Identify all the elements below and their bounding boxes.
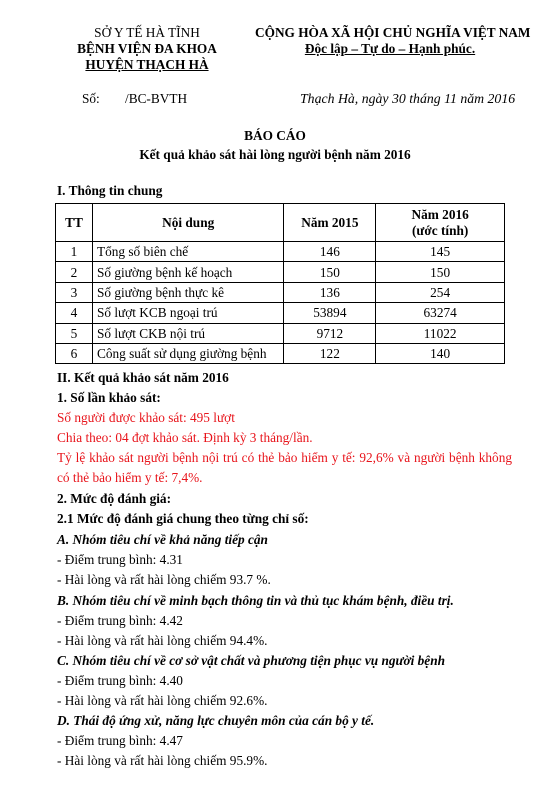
cell-2016: 254	[376, 282, 505, 302]
cell-2015: 136	[284, 282, 376, 302]
cell-tt: 3	[56, 282, 93, 302]
header-content: Nội dung	[92, 204, 284, 242]
general-info-table	[55, 203, 505, 364]
cell-content: Số giường bệnh kế hoạch	[92, 262, 284, 282]
section1-heading: I. Thông tin chung	[57, 183, 163, 198]
group-a-heading: A. Nhóm tiêu chí về khả năng tiếp cận	[57, 532, 268, 547]
table-row	[56, 323, 505, 343]
cell-2016: 140	[376, 343, 505, 363]
cell-content: Số lượt CKB nội trú	[92, 323, 284, 343]
cell-2016: 11022	[376, 323, 505, 343]
header-2016-line2: (ước tính)	[411, 222, 469, 238]
header-tt: TT	[56, 204, 93, 242]
doc-number-code: /BC-BVTH	[125, 91, 188, 106]
group-b-rate: - Hài lòng và rất hài lòng chiếm 94.4%.	[57, 633, 268, 648]
cell-tt: 6	[56, 343, 93, 363]
evaluation-heading: 2. Mức độ đánh giá:	[57, 491, 171, 506]
table-row	[56, 242, 505, 262]
cell-content: Công suất sử dụng giường bệnh	[92, 343, 284, 363]
doc-number-label: Số:	[82, 91, 100, 106]
table-header-row	[56, 204, 505, 242]
group-b-score: - Điểm trung bình: 4.42	[57, 613, 183, 628]
group-b-heading: B. Nhóm tiêu chí về minh bạch thông tin và thủ tục khám bệnh, điều trị.	[57, 593, 454, 608]
table-row	[56, 303, 505, 323]
national-title: CỘNG HÒA XÃ HỘI CHỦ NGHĨA VIỆT NAM	[255, 25, 531, 40]
cell-tt: 5	[56, 323, 93, 343]
cell-2015: 122	[284, 343, 376, 363]
cell-tt: 2	[56, 262, 93, 282]
ministry-name: SỞ Y TẾ HÀ TĨNH	[94, 25, 200, 40]
cell-2016: 150	[376, 262, 505, 282]
header-2015: Năm 2015	[284, 204, 376, 242]
group-a-score: - Điểm trung bình: 4.31	[57, 552, 183, 567]
section2-heading: II. Kết quả khảo sát năm 2016	[57, 370, 229, 385]
cell-tt: 4	[56, 303, 93, 323]
group-d-heading: D. Thái độ ứng xử, năng lực chuyên môn của cán bộ y tế.	[57, 713, 375, 728]
cell-content: Tổng số biên chế	[92, 242, 284, 262]
group-c-rate: - Hài lòng và rất hài lòng chiếm 92.6%.	[57, 693, 268, 708]
group-a-rate: - Hài lòng và rất hài lòng chiếm 93.7 %.	[57, 572, 271, 587]
hospital-name-line2: HUYỆN THẠCH HÀ	[85, 57, 209, 72]
table-row	[56, 262, 505, 282]
cell-2015: 9712	[284, 323, 376, 343]
cell-2015: 146	[284, 242, 376, 262]
report-subtitle: Kết quả khảo sát hài lòng người bệnh năm 2016	[139, 147, 411, 162]
cell-2015: 53894	[284, 303, 376, 323]
survey-rounds: Chia theo: 04 đợt khảo sát. Định kỳ 3 tháng/lần.	[57, 430, 313, 445]
survey-people-count: Số người được khảo sát: 495 lượt	[57, 410, 235, 425]
table-row	[56, 282, 505, 302]
table-row	[56, 343, 505, 363]
national-header	[255, 25, 531, 57]
cell-2016: 63274	[376, 303, 505, 323]
header-2016	[376, 204, 505, 242]
hospital-name-line1: BỆNH VIỆN ĐA KHOA	[77, 41, 217, 56]
evaluation-sub-heading: 2.1 Mức độ đánh giá chung theo từng chỉ số:	[57, 511, 309, 526]
cell-content: Số lượt KCB ngoại trú	[92, 303, 284, 323]
group-d-rate: - Hài lòng và rất hài lòng chiếm 95.9%.	[57, 753, 268, 768]
cell-2016: 145	[376, 242, 505, 262]
agency-header	[52, 25, 242, 73]
group-c-score: - Điểm trung bình: 4.40	[57, 673, 183, 688]
insurance-ratio: Tỷ lệ khảo sát người bệnh nội trú có thẻ bảo hiểm y tế: 92,6% và người bệnh không có thẻ bảo hiểm y tế: 7,4%.	[57, 450, 512, 486]
group-d-score: - Điểm trung bình: 4.47	[57, 733, 183, 748]
national-motto: Độc lập – Tự do – Hạnh phúc.	[304, 41, 476, 56]
cell-tt: 1	[56, 242, 93, 262]
survey-count-heading: 1. Số lần khảo sát:	[57, 390, 161, 405]
cell-2015: 150	[284, 262, 376, 282]
group-c-heading: C. Nhóm tiêu chí về cơ sở vật chất và phương tiện phục vụ người bệnh	[57, 653, 445, 668]
cell-content: Số giường bệnh thực kê	[92, 282, 284, 302]
place-date: Thạch Hà, ngày 30 tháng 11 năm 2016	[300, 91, 516, 106]
header-2016-line1: Năm 2016	[411, 206, 469, 222]
report-title: BÁO CÁO	[244, 128, 306, 143]
